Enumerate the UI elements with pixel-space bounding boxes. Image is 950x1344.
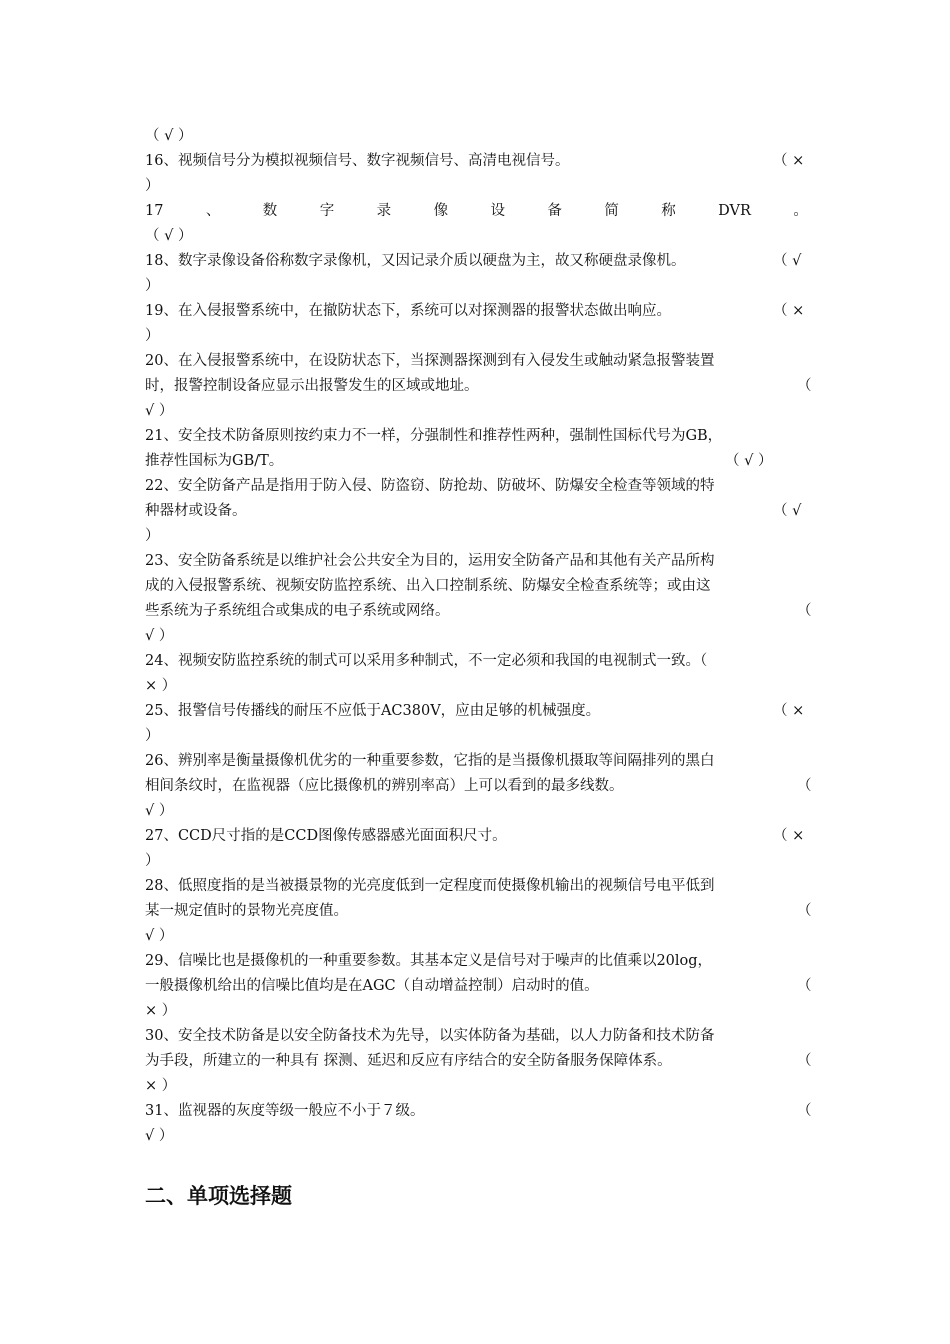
question-25: 25、报警信号传播线的耐压不应低于AC380V，应由足够的机械强度。 [145,703,601,719]
answer-mark: √ ） [145,628,174,644]
question-27: 27、CCD尺寸指的是CCD图像传感器感光面面积尺寸。 [145,828,507,844]
q17-part: 。 [793,203,808,219]
answer-mark: √ ） [145,1128,174,1144]
question-20-cont: 时，报警控制设备应显示出报警发生的区域或地址。 [145,378,479,394]
question-30: 30、安全技术防备是以安全防备技术为先导，以实体防备为基础，以人力防备和技术防备 [145,1028,715,1044]
section-heading: 二、单项选择题 [145,1184,292,1208]
answer-mark: （ √ [773,503,802,519]
answer-mark: × ） [145,1078,177,1094]
question-23-cont: 些系统为子系统组合或集成的电子系统或网络。 [145,603,450,619]
question-28-cont: 某一规定值时的景物光亮度值。 [145,903,348,919]
question-31: 31、监视器的灰度等级一般应不小于７级。 [145,1103,425,1119]
q17-part: 录 [376,203,392,219]
answer-mark: ） [145,278,160,294]
q17-part: 字 [319,203,335,219]
question-24: 24、视频安防监控系统的制式可以采用多种制式，不一定必须和我国的电视制式一致。（ [145,653,708,669]
question-22-cont: 种器材或设备。 [145,503,247,519]
q17-part: 简 [604,203,619,219]
answer-mark: （ × [773,153,805,169]
question-29: 29、信噪比也是摄像机的一种重要参数。其基本定义是信号对于噪声的比值乘以20log， [145,953,713,969]
question-18: 18、数字录像设备俗称数字录像机，又因记录介质以硬盘为主，故又称硬盘录像机。 [145,253,686,269]
question-23: 23、安全防备系统是以维护社会公共安全为目的，运用安全防备产品和其他有关产品所构 [145,553,715,569]
q17-part: 、 [205,203,221,219]
answer-mark: √ ） [145,928,174,944]
answer-mark: （ × [773,703,805,719]
question-29-cont: 一般摄像机给出的信噪比值均是在AGC（自动增益控制）启动时的值。 [145,978,599,994]
answer-mark: （ [797,1103,812,1119]
answer-mark: √ ） [145,403,174,419]
answer-mark: ） [145,178,160,194]
answer-mark: （ [797,978,812,994]
question-23-cont: 成的入侵报警系统、视频安防监控系统、出入口控制系统、防爆安全检查系统等；或由这 [145,578,711,594]
question-16: 16、视频信号分为模拟视频信号、数字视频信号、高清电视信号。 [145,153,570,169]
answer-mark: √ ） [145,803,174,819]
answer-mark: ） [145,528,160,544]
question-21: 21、安全技术防备原则按约束力不一样，分强制性和推荐性两种，强制性国标代号为GB， [145,428,723,444]
question-17 [145,199,808,224]
answer-mark: × ） [145,1003,177,1019]
answer-mark: （ [797,603,812,619]
question-21-cont: 推荐性国标为GB/T。 [145,453,284,469]
answer-mark: （ [797,378,812,394]
q17-part: 数 [262,203,278,219]
answer-mark: （ √ ） [145,128,193,144]
q17-part: 像 [433,203,449,219]
q17-part: 17 [145,203,164,219]
answer-mark: （ × [773,303,805,319]
question-26: 26、辨别率是衡量摄像机优劣的一种重要参数，它指的是当摄像机摄取等间隔排列的黑白 [145,753,715,769]
question-22: 22、安全防备产品是指用于防入侵、防盗窃、防抢劫、防破坏、防爆安全检查等领域的特 [145,478,715,494]
answer-mark: （ [797,1053,812,1069]
answer-mark: × ） [145,678,177,694]
answer-mark: ） [145,853,160,869]
question-30-cont: 为手段，所建立的一种具有 探测、延迟和反应有序结合的安全防备服务保障体系。 [145,1053,672,1069]
answer-mark: （ √ ） [725,453,773,469]
answer-mark: （ √ [773,253,802,269]
question-26-cont: 相间条纹时，在监视器（应比摄像机的辨别率高）上可以看到的最多线数。 [145,778,624,794]
answer-mark: （ √ ） [145,228,193,244]
answer-mark: （ [797,903,812,919]
question-19: 19、在入侵报警系统中，在撤防状态下，系统可以对探测器的报警状态做出响应。 [145,303,671,319]
answer-mark: ） [145,328,160,344]
question-20: 20、在入侵报警系统中，在设防状态下，当探测器探测到有入侵发生或触动紧急报警装置 [145,353,715,369]
answer-mark: （ × [773,828,805,844]
q17-part: 设 [490,203,505,219]
q17-part: 备 [547,203,562,219]
answer-mark: （ [797,778,812,794]
q17-part: 称 [661,203,676,219]
answer-mark: ） [145,728,160,744]
question-28: 28、低照度指的是当被摄景物的光亮度低到一定程度而使摄像机输出的视频信号电平低到 [145,878,715,894]
q17-part: DVR [718,203,751,219]
